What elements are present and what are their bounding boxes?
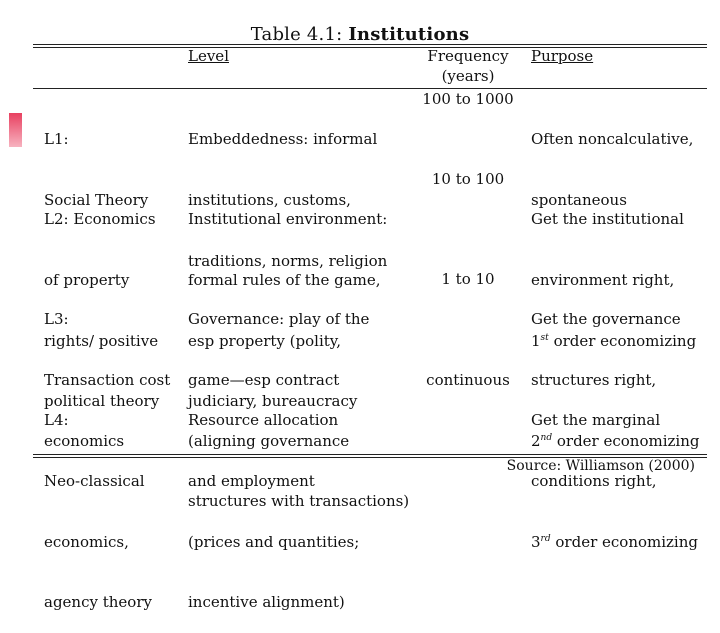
row-l3-frequency: 1 to 10 [441, 270, 495, 288]
row-l3-name: L3: Transaction cost economics [44, 310, 171, 450]
row-l2-name: L2: Economics of property rights/ positive political theory [44, 210, 160, 411]
row-l4-order: 3rd order economizing [531, 532, 698, 551]
row-l1-level: Embeddedness: informal institutions, customs, traditions, norms, religion [188, 130, 388, 270]
row-l2-purpose: Get the institutional environment right, 1st order economizing [531, 169, 711, 371]
row-l4-frequency: continuous [426, 371, 510, 389]
table-title [0, 24, 720, 45]
row-l2-level: Institutional environment: formal rules of the game, esp property (polity, judiciary, bureaucracy [188, 210, 388, 411]
row-l3-order: 2nd order economizing [531, 431, 700, 450]
slide-accent-bar [9, 113, 22, 147]
row-l2-frequency: 10 to 100 [431, 170, 505, 188]
header-purpose: Purpose [531, 47, 594, 65]
row-l4-purpose: Get the marginal conditions right, 3rd order economizing [531, 370, 711, 572]
row-l2-order: 1st order economizing [531, 331, 697, 350]
header-frequency: Frequency (years) [427, 47, 509, 85]
row-l1-frequency: 100 to 1000 [422, 90, 514, 108]
row-l4-level: Resource allocation and employment (prices and quantities; incentive alignment) [188, 411, 360, 612]
row-l4-name: L4: Neo-classical economics, agency theory [44, 411, 152, 612]
row-l1-purpose: Often noncalculative, spontaneous [531, 130, 694, 210]
row-l3-level: Governance: play of the game—esp contract (aligning governance structures with transactions) [188, 310, 410, 511]
table-title-prefix: Table 4.1: [250, 24, 343, 45]
header-level: Level [188, 47, 229, 65]
row-l3-purpose: Get the governance structures right, 2nd order economizing [531, 269, 711, 471]
source-note: Source: Williamson (2000) [506, 458, 695, 474]
row-l1-name: L1: Social Theory [44, 130, 149, 210]
top-rule [33, 44, 707, 45]
table-title-main: Institutions [348, 24, 470, 45]
